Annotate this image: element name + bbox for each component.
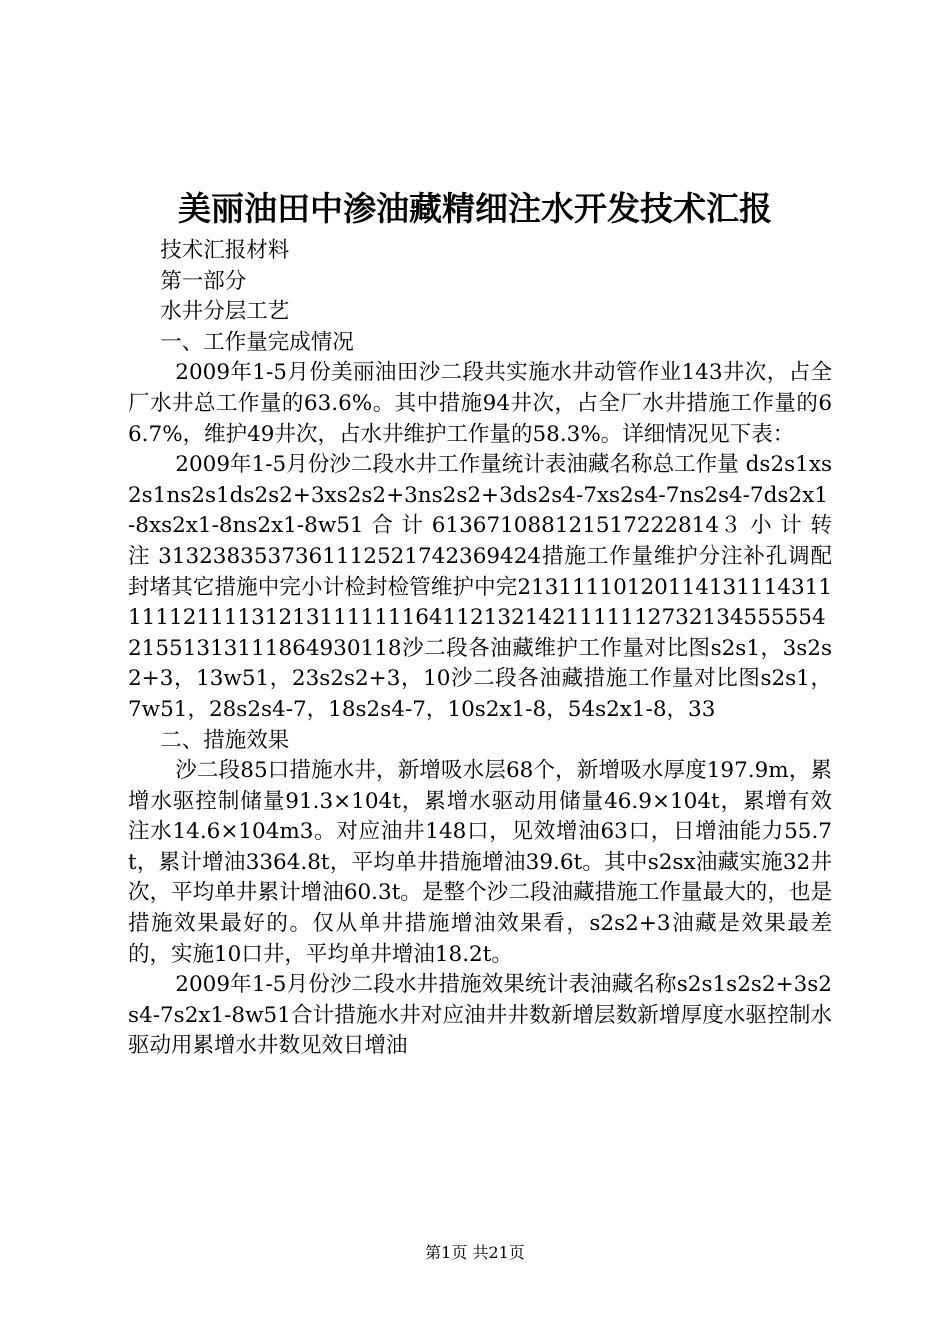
paragraph-workload-summary: 2009年1-5月份美丽油田沙二段共实施水井动管作业143井次，占全厂水井总工作量的63.6%。其中措施94井次，占全厂水井措施工作量的66.7%，维护49井次，占水井维护工作量的58.3%。详细情况见下表： — [128, 360, 832, 447]
page-footer: 第1页 共21页 — [425, 1243, 525, 1262]
paragraph-workload-table: 2009年1-5月份沙二段水井工作量统计表油藏名称总工作量 ds2s1xs2s1ns2s1ds2s2+3xs2s2+3ns2s2+3ds2s4-7xs2s4-7ns2s4-7ds2x1-8xs2x1-8ns2x1-8w51 合 计 613671088121517222814３ 小 计 转 注 3132383537361112521742369424措施工作量维护分注补孔调配封堵其它措施中完小计检封检管维护中完2131111012011413111431111112111131213111111164112132142111111273213455555421551313111864930118沙二段各油藏维护工作量对比图s2s1，3s2s2+3，13w51，23s2s2+3，10沙二段各油藏措施工作量对比图s2s1，7w51，28s2s4-7，18s2s4-7，10s2x1-8，54s2x1-8，33 — [128, 452, 832, 722]
document-body — [128, 236, 832, 1062]
paragraph-material-label: 技术汇报材料 — [160, 238, 290, 263]
paragraph-effect-table: 2009年1-5月份沙二段水井措施效果统计表油藏名称s2s1s2s2+3s2s4-7s2x1-8w51合计措施水井对应油井井数新增层数新增厚度水驱控制水驱动用累增水井数见效日增油 — [128, 972, 832, 1059]
paragraph-section-title: 水井分层工艺 — [160, 299, 290, 325]
heading-workload: 一、工作量完成情况 — [160, 329, 354, 355]
paragraph-measure-effect: 沙二段85口措施水井，新增吸水层68个，新增吸水厚度197.9m，累增水驱控制储量91.3×104t，累增水驱动用储量46.9×104t，累增有效注水14.6×104m3。对应油井148口，见效增油63口，日增油能力55.7t，累计增油3364.8t，平均单井措施增油39.6t。其中s2sx油藏实施32井次，平均单井累计增油60.3t。是整个沙二段油藏措施工作量最大的，也是措施效果最好的。仅从单井措施增油效果看，s2s2+3油藏是效果最差的，实施10口井，平均单井增油18.2t。 — [128, 758, 832, 967]
document-title: 美丽油田中渗油藏精细注水开发技术汇报 — [178, 189, 772, 228]
heading-measure-effect: 二、措施效果 — [160, 727, 290, 753]
paragraph-part-one: 第一部分 — [160, 268, 247, 294]
